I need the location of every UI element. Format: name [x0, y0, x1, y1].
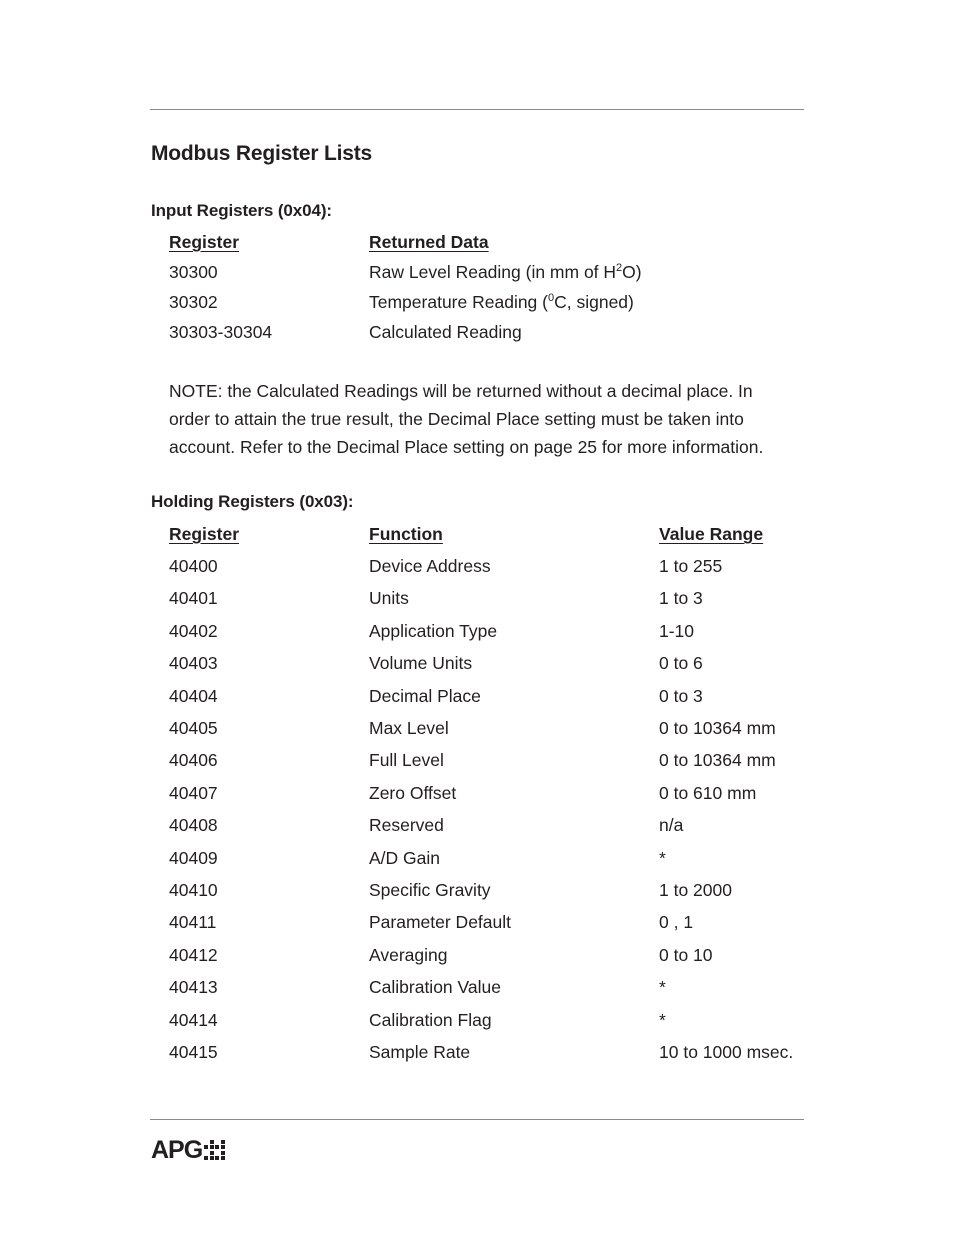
register-cell: 40415	[169, 1042, 218, 1062]
table-row	[0, 653, 954, 677]
register-cell: 40401	[169, 588, 218, 609]
function-cell: Specific Gravity	[369, 880, 491, 900]
table-row	[0, 556, 954, 580]
function-cell: Decimal Place	[369, 685, 481, 706]
register-cell: 40409	[169, 847, 218, 868]
value-range-cell: 1 to 255	[659, 556, 723, 576]
table-row	[0, 912, 954, 936]
holding-registers-heading: Holding Registers (0x03):	[151, 492, 354, 511]
logo-text: APG	[151, 1136, 203, 1164]
function-cell: Zero Offset	[369, 782, 457, 803]
register-cell: 40406	[169, 750, 218, 771]
table-row	[0, 588, 954, 612]
table-row	[0, 880, 954, 904]
value-range-cell: 1 to 2000	[659, 880, 732, 900]
header-rule	[150, 109, 804, 110]
register-cell: 40407	[169, 782, 218, 803]
register-cell: 30303-30304	[169, 322, 273, 342]
register-cell: 40413	[169, 977, 218, 998]
table-row	[0, 815, 954, 839]
col-header-register: Register	[169, 232, 240, 252]
function-cell: Units	[369, 588, 409, 609]
value-range-cell: 0 to 10	[659, 944, 713, 965]
value-range-cell: n/a	[659, 815, 684, 836]
value-range-cell: 0 to 10364 mm	[659, 718, 776, 738]
note-line: order to attain the true result, the Decimal Place setting must be taken into	[169, 409, 744, 429]
table-row	[0, 1010, 954, 1034]
value-range-cell: *	[659, 977, 666, 998]
table-row	[0, 783, 954, 807]
table-row	[0, 945, 954, 969]
col-header-register: Register	[169, 524, 240, 544]
function-cell: Max Level	[369, 718, 449, 738]
footer-rule	[150, 1119, 804, 1120]
table-row	[0, 1042, 954, 1066]
register-cell: 40408	[169, 815, 218, 836]
table-row	[0, 621, 954, 645]
register-cell: 40410	[169, 880, 218, 900]
table-row	[0, 977, 954, 1001]
returned-data-cell: Calculated Reading	[369, 322, 522, 342]
register-cell: 40402	[169, 620, 218, 641]
function-cell: A/D Gain	[369, 847, 440, 868]
table-row	[0, 750, 954, 774]
function-cell: Calibration Flag	[369, 1009, 492, 1030]
value-range-cell: 1-10	[659, 620, 695, 641]
register-cell: 40412	[169, 944, 218, 965]
table-row	[0, 322, 954, 346]
function-cell: Parameter Default	[369, 912, 512, 933]
input-registers-header-row	[0, 232, 954, 256]
function-cell: Averaging	[369, 944, 448, 965]
value-range-cell: *	[659, 1009, 666, 1030]
value-range-cell: 0 to 610 mm	[659, 782, 757, 803]
apg-logo	[151, 1136, 225, 1164]
note-line: account. Refer to the Decimal Place setting on page 25 for more information.	[169, 437, 764, 457]
note-paragraph	[169, 377, 809, 461]
table-row	[0, 718, 954, 742]
table-row	[0, 262, 954, 286]
value-range-cell: 0 to 10364 mm	[659, 750, 776, 771]
value-range-cell: 0 to 3	[659, 685, 703, 706]
holding-registers-header-row	[0, 524, 954, 548]
col-header-function: Function	[369, 524, 443, 544]
function-cell: Device Address	[369, 556, 491, 576]
register-cell: 40405	[169, 718, 218, 738]
value-range-cell: 0 to 6	[659, 653, 703, 674]
function-cell: Reserved	[369, 815, 444, 836]
register-cell: 40411	[169, 912, 217, 933]
table-row	[0, 292, 954, 316]
register-cell: 30302	[169, 292, 218, 312]
register-cell: 40404	[169, 685, 218, 706]
col-header-value-range: Value Range	[659, 524, 764, 544]
function-cell: Application Type	[369, 620, 498, 641]
table-row	[0, 686, 954, 710]
register-cell: 40400	[169, 556, 218, 576]
value-range-cell: 1 to 3	[659, 588, 703, 609]
function-cell: Full Level	[369, 750, 444, 771]
value-range-cell: *	[659, 847, 666, 868]
function-cell: Calibration Value	[369, 977, 501, 998]
returned-data-cell: Raw Level Reading (in mm of $H^2O$)	[369, 262, 642, 282]
logo-grid-icon	[204, 1140, 225, 1161]
input-registers-heading: Input Registers (0x04):	[151, 201, 332, 220]
col-header-returned-data: Returned Data	[369, 232, 489, 252]
register-cell: 40403	[169, 653, 218, 674]
value-range-cell: 10 to 1000 msec.	[659, 1042, 794, 1062]
function-cell: Sample Rate	[369, 1042, 471, 1062]
register-cell: 30300	[169, 262, 218, 282]
register-cell: 40414	[169, 1009, 218, 1030]
page-title: Modbus Register Lists	[151, 142, 372, 165]
note-line: NOTE: the Calculated Readings will be returned without a decimal place. In	[169, 381, 753, 401]
table-row	[0, 848, 954, 872]
value-range-cell: 0 , 1	[659, 912, 694, 933]
returned-data-cell: Temperature Reading ($^0$C, signed)	[369, 292, 634, 312]
function-cell: Volume Units	[369, 653, 473, 674]
